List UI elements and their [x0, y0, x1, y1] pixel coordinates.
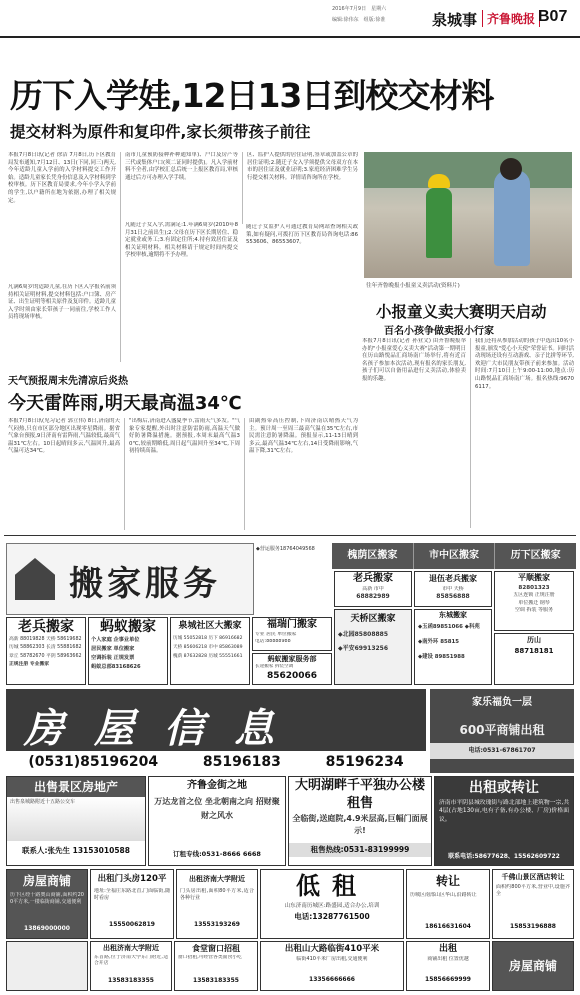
- ad-row2-3-title: 低租: [296, 871, 368, 900]
- page-number: B07: [538, 8, 568, 25]
- header-date: 2016年7月9日 星期六: [332, 6, 387, 12]
- story2-col2: 我们还将从参加活动的孩子中选出10名小报童,颁发"爱心小天使"荣誉证书。同时活动现场还设有互动游戏、亲子比拼等环节,欢迎广大市民朋友带孩子前来参加。活动时间:7月10日上午9:00-11:00,地点:历山路悦品汇商场南广场。报名热线:96706117。: [470, 338, 574, 528]
- housing-banner: [6, 689, 426, 751]
- district-shizhong: 市中区搬家: [413, 543, 495, 569]
- ad-laobing-l3: 正规注册 专业搬家: [9, 662, 50, 668]
- ad-row2-0-title: 房屋商铺: [22, 874, 71, 888]
- ad-row3-blank: [6, 941, 88, 991]
- ad-row2-2-title: 出租济南大学附近: [189, 875, 245, 883]
- ad-row1-1-title: 齐鲁金街之地: [187, 780, 247, 791]
- story2-subtitle: 百名小孩争做卖报小行家: [384, 326, 494, 337]
- ad-row3-1-body: 窗口招租,可经营各类面食小吃: [178, 955, 242, 960]
- ad-shequ: [170, 617, 250, 685]
- lead-col3b: 随迁子女监护人可通过教育局网站查询相关政策,如有疑问,可拨打历下区教育局咨询电话:86553606、86553607。: [246, 224, 358, 246]
- ad-divider: [4, 535, 576, 536]
- ad-laobing-l2: 章丘 58782670 平阴 58963662: [9, 653, 82, 659]
- weather-col2: "出梅后,济南进入盛夏季节,雷雨天气多发。"气象专家提醒,外出时注意防雷防雨,高温天气做好防暑降温措施。据预报,本周末最高气温30℃,较前期略低,周日起气温回升至34℃,下周初持续高温。: [124, 418, 240, 530]
- moving-title: 搬家服务: [69, 564, 221, 604]
- ad-tuiwu-name: 退伍老兵搬家: [429, 574, 477, 583]
- housing-phone-2: 85196183: [202, 754, 281, 770]
- ad-row2-0-body: 历下区经十路奥山商铺,面积约200平方米,一楼临街商铺,交通便利: [10, 892, 84, 905]
- ad-pingshun-l2: 单位搬迁 钢琴: [518, 599, 550, 606]
- ad-row2-3-body: 山东济南历城区:路盛园,适合办公,培训: [284, 903, 380, 909]
- ad-row1-1-body: 万达龙首之位 坐北朝南之向 招财聚财之风水: [154, 797, 280, 820]
- ad-dongcheng-l0: ◆玉函89851066 ◆科苑: [418, 624, 480, 630]
- ad-carrefour-phone: 电话:0531-67861707: [430, 743, 574, 759]
- lead-col1: 本报7月8日讯(记者 徐洁 7月8日,历下区教育局发布通知,7月12日、13日(下同,同三)两天,今年适龄儿童入学前的入学材料提交工作开始。适龄儿童家长凭身份信息及入学材料到学校审核。历下区教育局要求,今年小学入学前的学生,以户籍所在地为依据,办理了相关规定。: [8, 152, 116, 204]
- photo-child-vest: [426, 188, 452, 258]
- ad-row1-0-body: 出售泉城路附近十五路公交车: [7, 797, 145, 841]
- house-icon: [15, 558, 55, 600]
- ad-furui-name: 福瑞门搬家: [267, 619, 317, 630]
- ad-row3-3-body: 商铺出租 位置优越: [427, 956, 469, 962]
- ad-row2-2-phone: 13553193269: [194, 921, 240, 928]
- ad-row2-1: [90, 869, 174, 939]
- ad-mayi-name: 蚂蚁搬家: [100, 619, 156, 635]
- ad-row1-3-phone: 联系电话:58677628、15562609722: [448, 853, 560, 860]
- weather-col1: 本报7月8日讯(见习记者 郭立伟) 8日,济南的天气闷热,只在市区部分地区出现零星降雨。据省气象台预报,9日济南有雷阵雨,气温较低,最高气温31℃左右。10日起晴间多云,气温回升,最高气温可达34℃。: [8, 418, 120, 455]
- brand-logo: 齐鲁晚报: [482, 10, 540, 27]
- ad-carrefour-line: 600平商铺出租: [459, 723, 545, 737]
- ad-row2-4-title: 转让: [435, 874, 460, 888]
- top-phone: ◆营运服务18764049568: [256, 546, 315, 552]
- ad-row1-1: [148, 776, 286, 866]
- ad-lishan: [494, 633, 574, 685]
- ad-shequ-l1: 天桥 85606218 市中 85863089: [173, 645, 243, 650]
- ad-row2-5-title: 千佛山景区酒店转让: [501, 873, 565, 881]
- ad-laobing: [6, 617, 86, 685]
- ad-row2-3: [260, 869, 404, 939]
- ad-row1-1-phone: 订租专线:0531-8666 6668: [173, 850, 261, 858]
- ad-row2-3-phone: 电话:13287761500: [294, 912, 370, 921]
- ad-dongcheng-name: 东城搬家: [439, 611, 467, 619]
- ad-row2-0: [6, 869, 88, 939]
- photo-head: [500, 158, 522, 180]
- ad-mayi-l2: 空调拆装 正规发票: [91, 655, 135, 661]
- lead-headline: 历下入学娃,12日13日到校交材料: [10, 76, 494, 115]
- ad-tuiwu-l1: 85856888: [436, 593, 470, 600]
- ad-mayi-l3: 蚂蚁总部83168626: [91, 664, 141, 670]
- ad-pingshun-name: 平顺搬家: [518, 573, 550, 582]
- photo-caption: 往年齐鲁晚报小报童义卖活动(资料片): [366, 283, 460, 289]
- housing-phone-1: (0531)85196204: [28, 754, 159, 770]
- ad-lishan-name: 历山: [527, 636, 541, 644]
- ad-furui-l0: 专业 居民 单位搬家: [255, 632, 297, 637]
- ad-row1-2: [288, 776, 432, 866]
- ad-mayi-service: [252, 653, 332, 685]
- story2-col1: 本报7月8日讯(记者 孙业文) 由齐鲁晚报举办的"小报童爱心义卖大赛"活动第一期明日在历山路悦品汇商场南广场举行,将有近百名孩子参加本次活动,现有报名的家长朋友,孩子们可以自备用品进行义卖活动,体验卖报的乐趣。: [362, 338, 466, 382]
- ad-row3-2-phone: 13356666666: [309, 976, 355, 983]
- ad-row2-1-body: 地址:全福庄东路北首,门面临街,随时看房: [94, 888, 170, 901]
- ad-tianqiao-l1: ◆平安69913256: [338, 645, 389, 652]
- weather-kicker: 天气预报周末先清凉后炎热: [8, 376, 128, 387]
- ad-mayi: [88, 617, 168, 685]
- ad-row2-4-phone: 18616631604: [425, 923, 471, 930]
- ad-laobing-l1: 历城 58862303 长清 55881682: [9, 645, 82, 651]
- ad-row1-3-body: 济南市平阴县城玫瑰街与路北部地上建筑物一宗,共4层(占地130亩,电有子备,有办公楼、厂房)价格面议。: [439, 800, 569, 823]
- ad-dongcheng: [414, 609, 492, 685]
- ad-shequ-l2: 槐荫 87632828 历城 55551661: [173, 654, 243, 659]
- ad-carrefour: [430, 689, 574, 773]
- lead-col1b: 凡满6周岁的适龄儿童,在历下区入学报名前须持相关证明材料,提交材料包括:户口簿、房产证、出生证明等相关原件及复印件。适龄儿童入学时须由家长带孩子一同前往,学校工作人员将现场审核。: [8, 284, 116, 321]
- ad-furui: [252, 617, 332, 651]
- moving-banner: [6, 543, 254, 615]
- ad-row3-3-phone: 15856669999: [425, 976, 471, 983]
- ad-row3-0-body: 东首路,位于济南大学东门附近,适合开店: [94, 955, 168, 967]
- ad-row3-4: [492, 941, 574, 991]
- ad-row2-4-body: 历城区南部山区华山,沿路转让: [410, 892, 477, 898]
- ad-furui-l1: 电话:88888988: [255, 638, 291, 644]
- ad-pingshun-l1: 五区连锁 正规注册: [513, 592, 555, 598]
- ad-pingshun-l3: 空调 拆装 等服务: [514, 607, 554, 613]
- ad-row2-2: [176, 869, 258, 939]
- lead-photo: [364, 152, 572, 278]
- photo-trees: [364, 152, 572, 188]
- ad-laobing2-l1: 68882989: [356, 593, 390, 600]
- story2-title: 小报童义卖大赛明天启动: [376, 303, 547, 321]
- ad-row3-0-title: 出租济南大学附近: [103, 944, 159, 952]
- ad-mayi-service-l0: 长途搬家 拆装空调: [255, 664, 294, 669]
- ad-row1-2-title: 大明湖畔千平独办公楼租售: [294, 778, 425, 811]
- section-name: 泉城事: [432, 11, 478, 29]
- ad-tuiwu: [414, 571, 492, 607]
- district-lixia: 历下区搬家: [494, 543, 576, 569]
- ad-row3-2-body: 临街410平米厂房出租,交通便利: [296, 956, 368, 962]
- ad-mayi-service-l1: 85620066: [266, 671, 318, 681]
- ad-row3-1-title: 食堂窗口招租: [192, 944, 240, 953]
- photo-cap: [428, 174, 450, 188]
- ad-row3-3: [406, 941, 490, 991]
- ad-pingshun-l0: 82801323: [518, 585, 550, 591]
- ad-tianqiao-name: 天桥区搬家: [350, 614, 396, 624]
- housing-title: 房屋信息: [24, 705, 304, 752]
- ad-row3-1-phone: 13583183355: [193, 977, 239, 984]
- page-header: [0, 0, 580, 38]
- photo-woman: [494, 170, 530, 266]
- ad-row1-2-phone: 租售热线:0531-83199999: [289, 843, 431, 857]
- ad-laobing2: [334, 571, 412, 607]
- weather-col3: 由副热带高压控制,下周济南以晴热天气为主。预计周一至周三最高气温在35℃左右,市民需注意防暑降温。预报显示,11-13日晴到多云,最高气温34℃左右,14日受降雨影响,气温下降,31℃左右。: [244, 418, 358, 530]
- ad-row3-0: [90, 941, 172, 991]
- ad-laobing-l0: 高新 88019828 天桥 58619682: [9, 637, 82, 642]
- ad-laobing2-name: 老兵搬家: [353, 573, 393, 584]
- ad-dongcheng-l2: ◆建设 89851988: [418, 654, 465, 660]
- ad-row2-1-title: 出租门头房120平: [97, 874, 167, 884]
- lead-subhead: 提交材料为原件和复印件,家长须带孩子前往: [10, 123, 311, 141]
- ad-row2-5-phone: 15853196888: [510, 923, 556, 930]
- ad-row1-0-phone: 联系人:张先生 13153010588: [21, 846, 130, 855]
- ad-shequ-l0: 历城 55052818 历下 86916682: [173, 636, 243, 641]
- ad-shequ-name: 泉城社区大搬家: [178, 621, 242, 631]
- ad-row2-2-body: 门头房出租,面积80平方米,适合各种行业: [180, 888, 254, 901]
- ad-tianqiao-l0: ◆北园85808885: [338, 631, 389, 638]
- ad-tianqiao: [334, 609, 412, 685]
- ad-laobing-name: 老兵搬家: [18, 619, 74, 635]
- ad-row2-5-body: 面积约800平方米,营业中,设施齐全: [496, 884, 570, 897]
- ad-dongcheng-l1: ◆南外环 85815: [418, 639, 459, 645]
- ad-row2-0-phone: 13869000000: [24, 925, 70, 932]
- ad-row1-3-title: 出租或转让: [469, 780, 539, 796]
- lead-col3: 区、监护人提供的居住证明,签章或加盖公章的居住证明;2.随迁子女入学须提供父母双方在本市的居住证及就业证明;3.家庭经济困难学生另行提交相关材料。详情请咨询所在学校。: [242, 152, 358, 224]
- moving-district-bar: [332, 543, 576, 569]
- ad-row3-3-title: 出租: [438, 944, 457, 954]
- ad-row1-0-title: 出售景区房地产: [7, 777, 145, 797]
- ad-lishan-l0: 88718181: [514, 647, 554, 655]
- ad-pingshun: [494, 571, 574, 631]
- ad-carrefour-title: 家乐福负一层: [472, 697, 532, 708]
- ad-row1-0: [6, 776, 146, 866]
- ad-row3-0-phone: 13583183355: [108, 977, 154, 984]
- ad-tuiwu-l0: 市中 天桥: [442, 586, 464, 592]
- lead-col2: 南市儿童预防接种补种通知单)、户口及房产等三代或集体户口(须二证同时提供)。凡入学前材料不全者,由学校汇总后统一上报区教育局,审核通过后方可办理入学手续。: [120, 152, 238, 222]
- ad-row2-1-phone: 15550062819: [109, 921, 155, 928]
- ad-row1-3: [434, 776, 574, 866]
- ad-row2-5: [492, 869, 574, 939]
- ad-row2-4: [406, 869, 490, 939]
- housing-phones: [6, 751, 426, 773]
- lead-col2b: 凡随迁子女入学,需满足:1.年满6周岁(2010年8月31日之前出生);2.父母在历下区长期居住、稳定就业或务工;3.有固定住所;4.持有效居住证及相关证明材料。相关材料请于规定时间内提交学校审核,逾期将不予办理。: [120, 222, 238, 362]
- header-editor: 编辑:徐伟东 组版:徐准: [332, 17, 386, 23]
- ad-mayi-l0: 个人家庭 企事业单位: [91, 637, 140, 643]
- ad-row3-2-title: 出租山大路临街410平米: [284, 944, 380, 954]
- ad-row3-2: [260, 941, 404, 991]
- ad-mayi-service-name: 蚂蚁搬家服务部: [267, 655, 317, 663]
- ad-mayi-l1: 居民搬家 单位搬家: [91, 646, 135, 652]
- ad-row3-4-title: 房屋商铺: [508, 959, 557, 973]
- district-huaiyin: 槐荫区搬家: [347, 550, 398, 561]
- housing-phone-3: 85196234: [325, 754, 404, 770]
- ad-row3-1: [174, 941, 258, 991]
- ad-laobing2-l0: 高新 市中: [362, 586, 384, 592]
- ad-row1-2-body: 全临街,送庭院,4.9米层高,巨幅门面展示!: [292, 814, 428, 835]
- weather-title: 今天雷阵雨,明天最高温34℃: [8, 393, 242, 414]
